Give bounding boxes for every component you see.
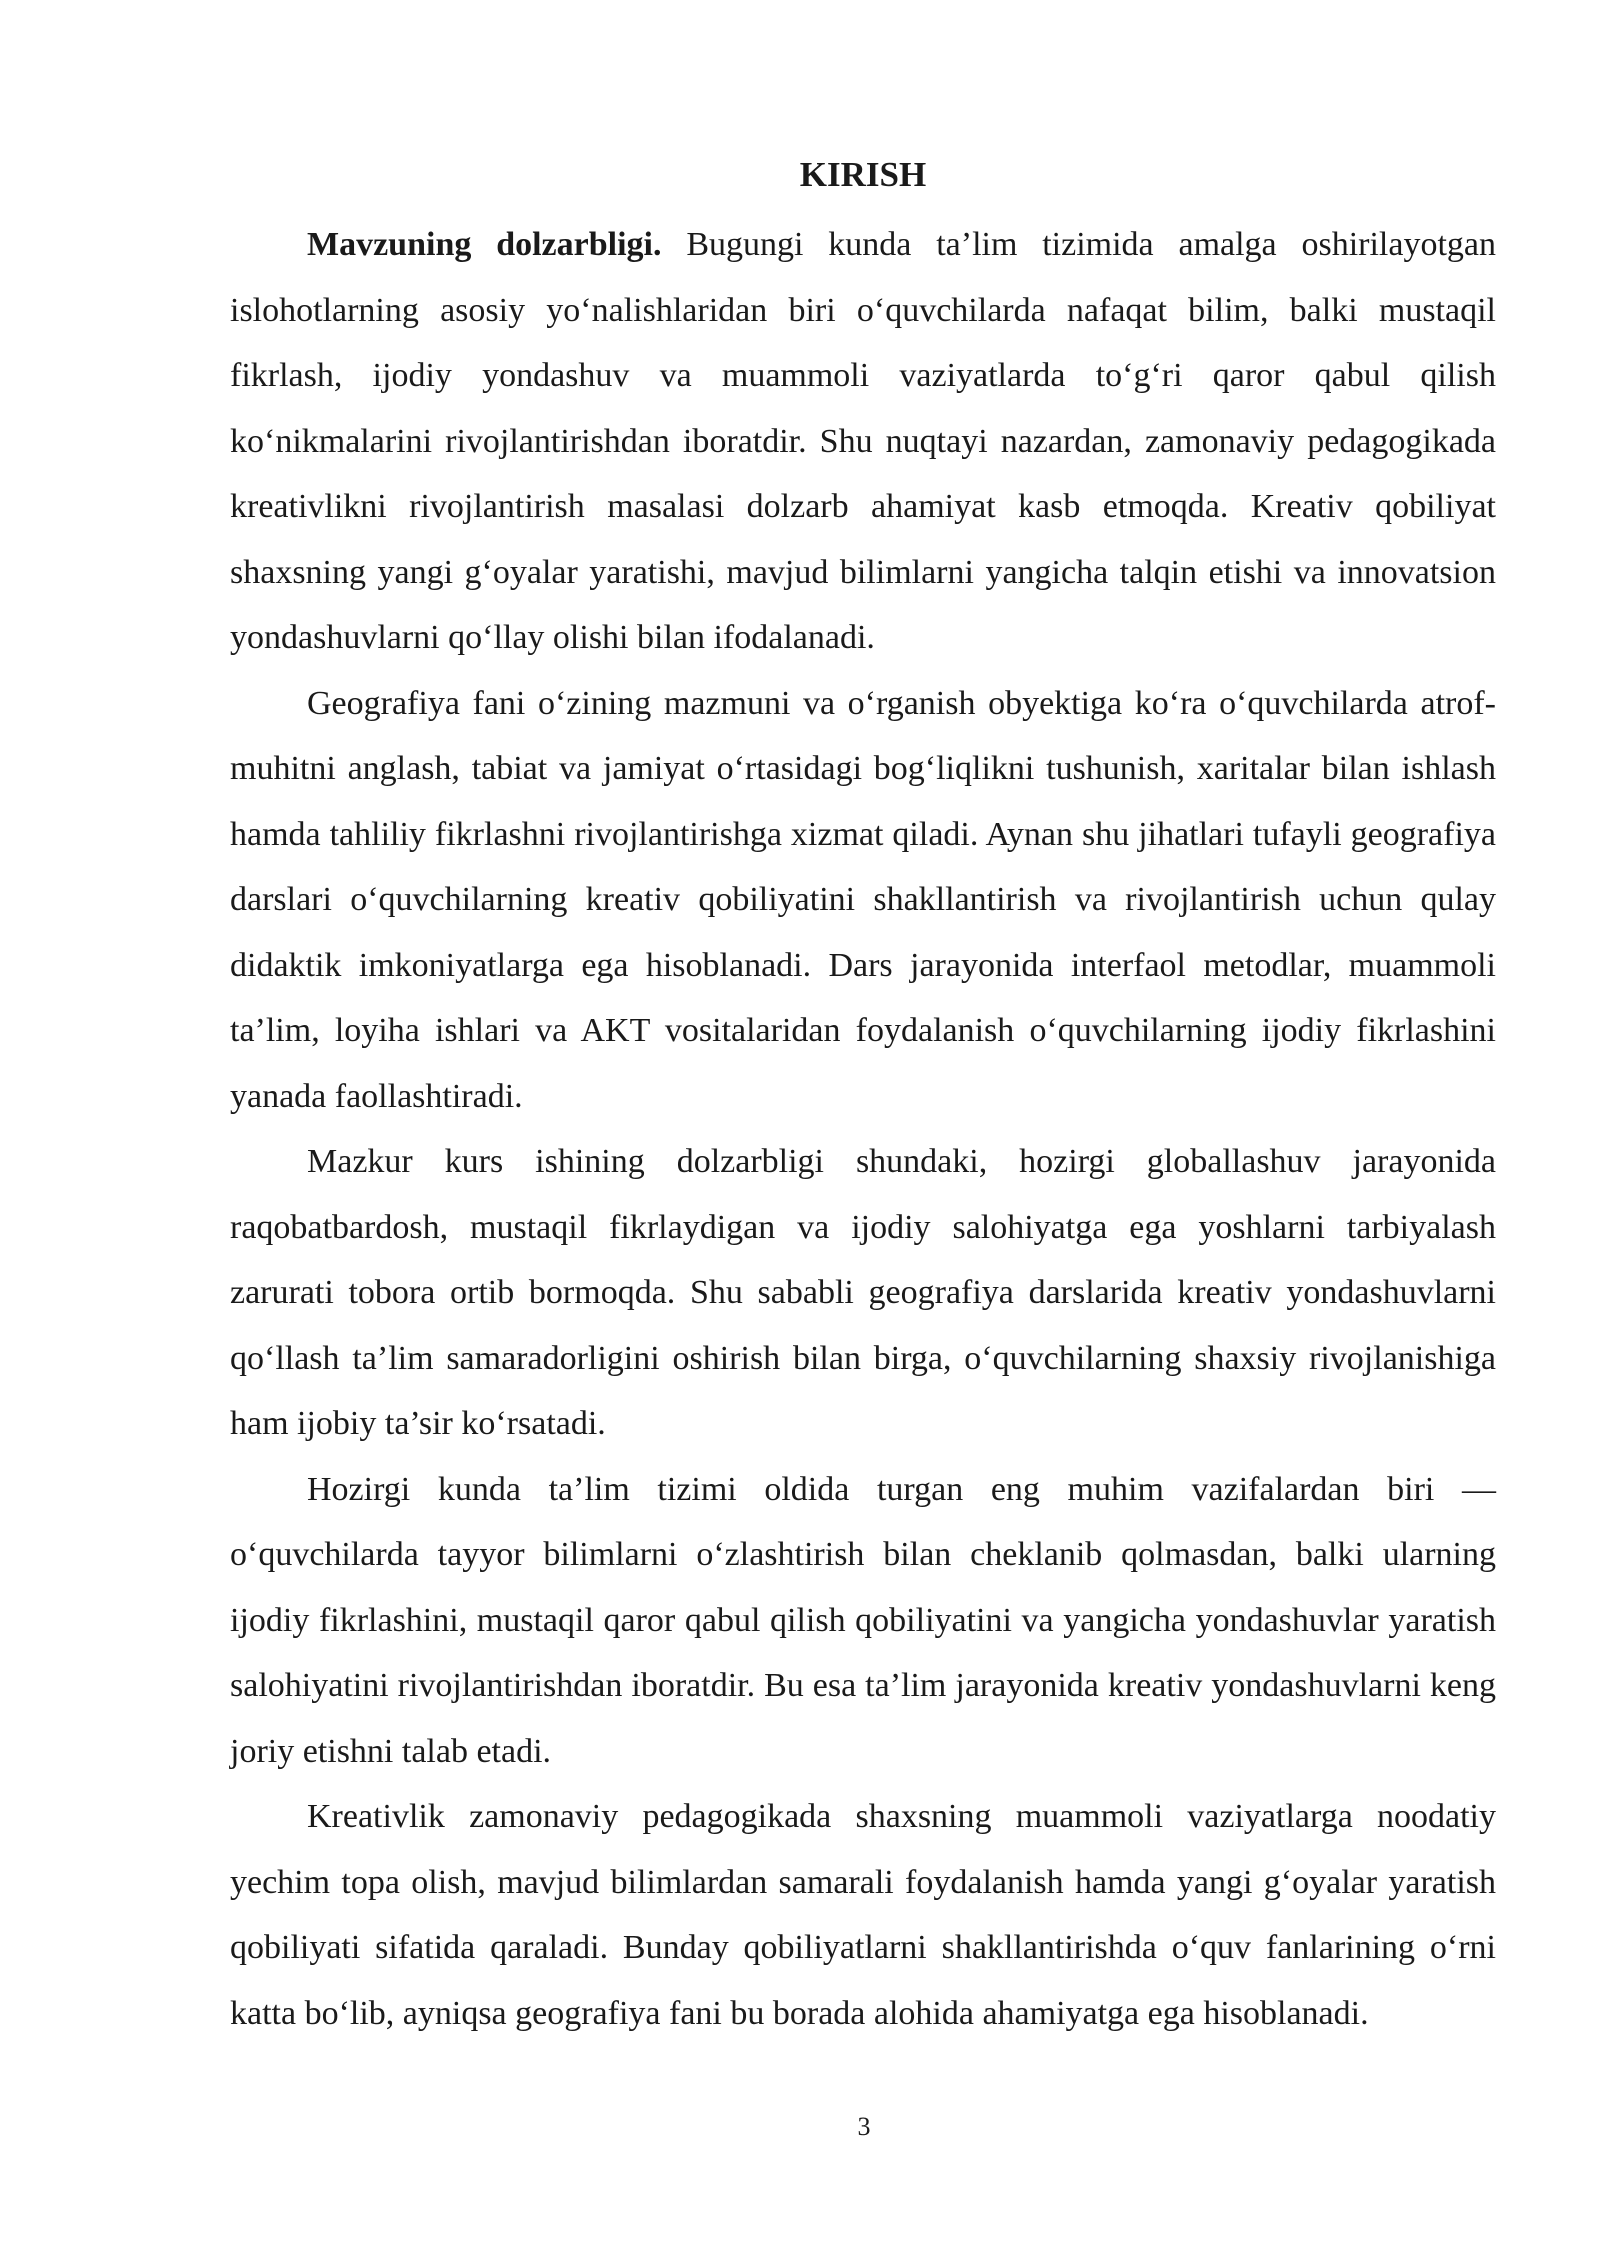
paragraph-lead-heading: Mavzuning dolzarbligi. bbox=[307, 226, 662, 263]
section-title: KIRISH bbox=[799, 155, 927, 194]
paragraph-4: Hozirgi kunda ta’lim tizimi oldida turgan eng muhim vazifalardan biri — o‘quvchilarda tayyor bilimlarni o‘zlashtirish bilan cheklanib qolmasdan, balki ularning ijodiy fikrlashini, mustaqil qaror qabul qilish qobiliyatini va yangicha yondashuvlar yaratish salohiyatini rivojlantirishdan iboratdir. Bu esa ta’lim jarayonida kreativ yondashuvlarni keng joriy etishni talab etadi. bbox=[230, 1470, 1496, 1770]
paragraph-3: Mazkur kurs ishining dolzarbligi shundaki, hozirgi globallashuv jarayonida raqobatbardosh, mustaqil fikrlaydigan va ijodiy salohiyatga ega yoshlarni tarbiyalash zarurati tobora ortib bormoqda. Shu sababli geografiya darslarida kreativ yondashuvlarni qo‘llash ta’lim samaradorligini oshirish bilan birga, o‘quvchilarning shaxsiy rivojlanishiga ham ijobiy ta’sir ko‘rsatadi. bbox=[230, 1143, 1496, 1442]
page-number: 3 bbox=[857, 2112, 871, 2141]
paragraph-1 bbox=[230, 212, 1496, 671]
paragraph-1-text: Bugungi kunda ta’lim tizimida amalga oshirilayotgan islohotlarning asosiy yo‘nalishlaridan biri o‘quvchilarda nafaqat bilim, balki mustaqil fikrlash, ijodiy yondashuv va muammoli vaziyatlarda to‘g‘ri qaror qabul qilish ko‘nikmalarini rivojlantirishdan iboratdir. Shu nuqtayi nazardan, zamonaviy pedagogikada kreativlikni rivojlantirish masalasi dolzarb ahamiyat kasb etmoqda. Kreativ qobiliyat shaxsning yangi g‘oyalar yaratishi, mavjud bilimlarni yangicha talqin etishi va innovatsion yondashuvlarni qo‘llay olishi bilan ifodalanadi. bbox=[230, 226, 1497, 656]
document-page bbox=[230, 148, 1496, 2046]
paragraph-2: Geografiya fani o‘zining mazmuni va o‘rganish obyektiga ko‘ra o‘quvchilarda atrof-muhitni anglash, tabiat va jamiyat o‘rtasidagi bog‘liqlikni tushunish, xaritalar bilan ishlash hamda tahliliy fikrlashni rivojlantirishga xizmat qiladi. Aynan shu jihatlari tufayli geografiya darslari o‘quvchilarning kreativ qobiliyatini shakllantirish va rivojlantirish uchun qulay didaktik imkoniyatlarga ega hisoblanadi. Dars jarayonida interfaol metodlar, muammoli ta’lim, loyiha ishlari va AKT vositalaridan foydalanish o‘quvchilarning ijodiy fikrlashini yanada faollashtiradi. bbox=[230, 684, 1496, 1115]
paragraph-5: Kreativlik zamonaviy pedagogikada shaxsning muammoli vaziyatlarga noodatiy yechim topa olish, mavjud bilimlardan samarali foydalanish hamda yangi g‘oyalar yaratish qobiliyati sifatida qaraladi. Bunday qobiliyatlarni shakllantirishda o‘quv fanlarining o‘rni katta bo‘lib, ayniqsa geografiya fani bu borada alohida ahamiyatga ega hisoblanadi. bbox=[230, 1798, 1496, 2032]
